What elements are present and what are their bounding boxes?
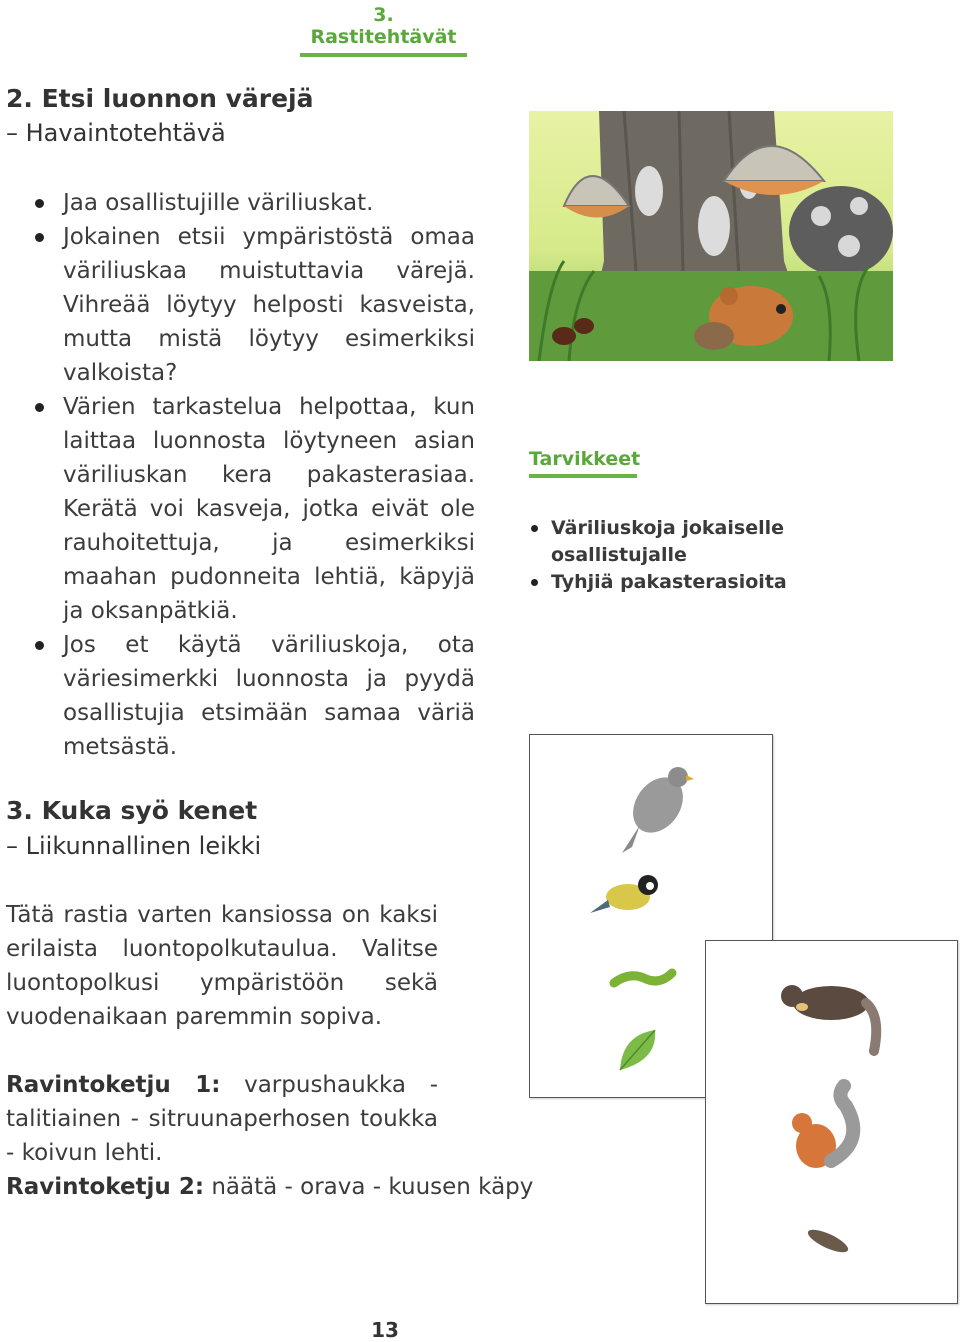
supplies-item: Väriliuskoja jokaiselle osallistujalle (551, 515, 791, 569)
food-chain-2 (6, 1170, 566, 1204)
task3-subtitle: – Liikunnallinen leikki (6, 832, 262, 860)
caterpillar-icon (614, 973, 672, 983)
instruction-item: Jos et käytä väriliuskoja, ota väriesimerkki luonnosta ja pyydä osallistujia etsimään samaa väriä metsästä. (63, 628, 475, 764)
instruction-item: Jokainen etsii ympäristöstä omaa väriliuskaa muistuttavia värejä. Vihreää löytyy helposti kasveista, mutta mistä löytyy esimerkiksi valkoista? (63, 220, 475, 390)
great-tit-icon (590, 875, 658, 913)
forest-illustration (529, 111, 893, 361)
section-label: 3. Rastitehtävät (300, 4, 467, 57)
task2-instructions (63, 186, 475, 764)
page-number: 13 (371, 1318, 399, 1342)
task3-title: 3. Kuka syö kenet (6, 796, 258, 825)
food-chain-1-text: varpushaukka - talitiainen - sitruunaperhosen toukka - koivun lehti. (6, 1072, 438, 1166)
forest-scene (529, 111, 893, 361)
food-chain-card-2 (705, 940, 958, 1304)
task3-intro: Tätä rastia varten kansiossa on kaksi erilaista luontopolkutaulua. Valitse luontopolkusi ympäristöön sekä vuodenaikaan paremmin sopiva. (6, 902, 438, 1030)
supplies-title: Tarvikkeet (529, 448, 637, 478)
food-chain-1 (6, 1068, 438, 1170)
birch-leaf-icon (620, 1030, 655, 1070)
supplies-list (551, 515, 791, 596)
sparrowhawk-icon (622, 767, 694, 853)
instruction-item: Jaa osallistujille väriliuskat. (63, 186, 475, 220)
food-chain-2-label: Ravintoketju 2: (6, 1174, 205, 1200)
marten-icon (781, 985, 876, 1051)
food-chain-1-label: Ravintoketju 1: (6, 1072, 221, 1098)
squirrel-icon (792, 1086, 853, 1168)
task2-title: 2. Etsi luonnon värejä (6, 84, 314, 113)
food-chain-2-text: näätä - orava - kuusen käpy (204, 1174, 534, 1200)
spruce-cone-icon (805, 1225, 851, 1256)
supplies-item: Tyhjiä pakasterasioita (551, 569, 791, 596)
instruction-item: Värien tarkastelua helpottaa, kun laittaa luonnosta löytyneen asian väriliuskan kera pakasterasiaa. Kerätä voi kasveja, jotka eivät ole rauhoitettuja, ja esimerkiksi maahan pudonneita lehtiä, käpyjä ja oksanpätkiä. (63, 390, 475, 628)
task2-subtitle: – Havaintotehtävä (6, 119, 226, 147)
food-chain-2-illustration (706, 941, 957, 1303)
